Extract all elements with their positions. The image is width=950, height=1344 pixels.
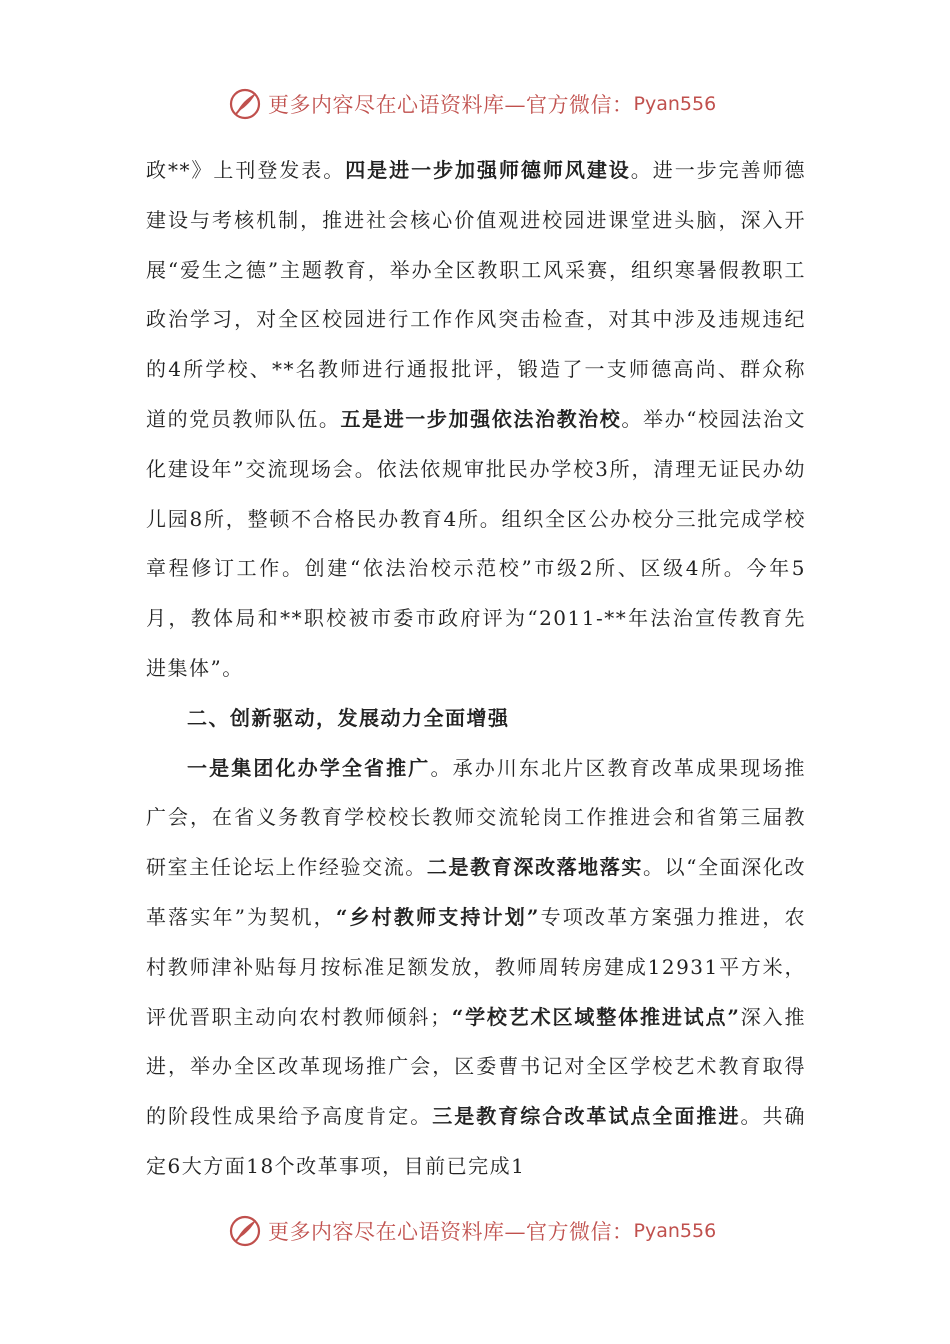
bold-phrase: 一是集团化办学全省推广 bbox=[187, 755, 431, 780]
paragraph-1 bbox=[146, 146, 806, 694]
bold-phrase: 三是教育综合改革试点全面推进 bbox=[432, 1104, 741, 1129]
bold-phrase: 二是教育深改落地落实 bbox=[426, 855, 644, 880]
text-run: 深入推进，举办全区改革现场推广会，区委曹书记对全区学校艺术教育取得的阶段性成果给予高度肯定。 bbox=[146, 1004, 807, 1129]
bold-phrase: 五是进一步加强依法治教治校 bbox=[340, 406, 622, 431]
bold-phrase: “学校艺术区域整体推进试点” bbox=[451, 1004, 741, 1029]
text-run: 政**》上刊登发表。 bbox=[146, 158, 346, 182]
bold-phrase: 四是进一步加强师德师风建设 bbox=[345, 158, 631, 182]
text-run: 。共确定6大方面18个改革事项，目前已完成1 bbox=[146, 1104, 807, 1178]
text-run: 。承办川东北片区教育改革成果现场推广会，在省义务教育学校校长教师交流轮岗工作推进会和省第三届教研室主任论坛上作经验交流。 bbox=[146, 755, 807, 880]
text-run: 。进一步完善师德建设与考核机制，推进社会核心价值观进校园进课堂进头脑，深入开展“爱生之德”主题教育，举办全区教职工风采赛，组织寒暑假教职工政治学习，对全区校园进行工作作风突击检查，对其中涉及违规违纪的4所学校、**名教师进行通报批评，锻造了一支师德高尚、群众称道的党员教师队伍。 bbox=[146, 158, 807, 431]
banner-text: 更多内容尽在心语资料库—官方微信： bbox=[268, 93, 634, 117]
banner-wechat-id: Pyan556 bbox=[633, 93, 717, 115]
banner-text: 更多内容尽在心语资料库—官方微信： bbox=[268, 1220, 634, 1244]
quill-logo-icon bbox=[228, 87, 262, 121]
text-run: 。以“全面深化改革落实年”为契机， bbox=[146, 855, 807, 929]
banner-wechat-id: Pyan556 bbox=[633, 1220, 717, 1242]
quill-logo-icon bbox=[228, 1214, 262, 1248]
footer-banner bbox=[228, 1211, 716, 1251]
section-heading: 二、创新驱动，发展动力全面增强 bbox=[187, 705, 510, 730]
document-body bbox=[146, 146, 806, 1192]
header-banner bbox=[228, 84, 716, 124]
text-run: 。举办“校园法治文化建设年”交流现场会。依法依规审批民办学校3所，清理无证民办幼儿园8所，整顿不合格民办教育4所。组织全区公办校分三批完成学校章程修订工作。创建“依法治校示范校”市级2所、区级4所。今年5月，教体局和**职校被市委市政府评为“2011-**年法治宣传教育先进集体”。 bbox=[146, 406, 807, 680]
text-run: 专项改革方案强力推进，农村教师津补贴每月按标准足额发放，教师周转房建成12931平方米，评优晋职主动向农村教师倾斜； bbox=[146, 904, 807, 1029]
bold-phrase: “乡村教师支持计划” bbox=[335, 904, 540, 929]
paragraph-2 bbox=[146, 744, 806, 1192]
